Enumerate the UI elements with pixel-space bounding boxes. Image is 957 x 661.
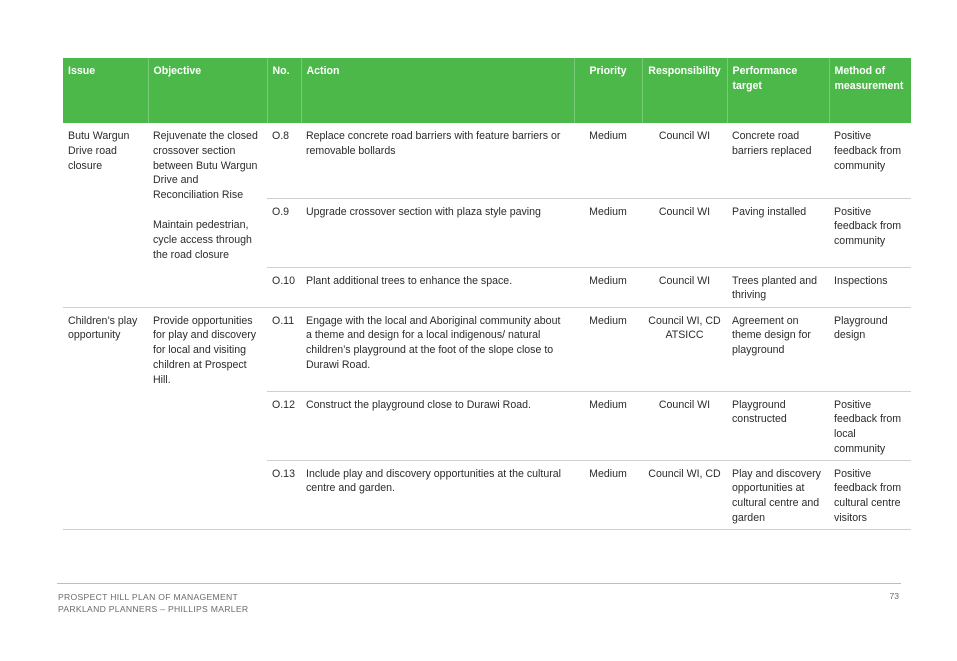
action-text: Plant additional trees to enhance the space. <box>301 267 574 307</box>
issue-cell: Butu Wargun Drive road closure <box>63 129 148 307</box>
objective-text: Maintain pedestrian, cycle access through the road closure <box>153 218 252 261</box>
method-cell: Playground design <box>829 307 911 391</box>
issue-cell: Children’s play opportunity <box>63 307 148 529</box>
objective-cell: Provide opportunities for play and discovery for local and visiting children at Prospect Hill. <box>148 307 267 529</box>
footer-document-info <box>58 591 248 615</box>
action-number: O.8 <box>267 129 301 198</box>
header-action: Action <box>301 58 574 123</box>
objective-text: Rejuvenate the closed crossover section between Butu Wargun Drive and Reconciliation Rise <box>153 130 258 202</box>
header-objective: Objective <box>148 58 267 123</box>
footer-document-title: PROSPECT HILL PLAN OF MANAGEMENT <box>58 592 239 602</box>
priority-cell: Medium <box>574 267 642 307</box>
action-text: Engage with the local and Aboriginal community about a theme and design for a local indigenous/ natural children’s playground at the foot of the slope close to Durawi Road. <box>301 307 574 391</box>
table-row <box>63 307 911 391</box>
responsibility-cell: Council WI <box>642 267 727 307</box>
action-number: O.12 <box>267 391 301 460</box>
action-number: O.10 <box>267 267 301 307</box>
management-actions-table <box>63 58 911 530</box>
priority-cell: Medium <box>574 198 642 267</box>
page-number: 73 <box>889 591 899 601</box>
priority-cell: Medium <box>574 391 642 460</box>
table-header-row <box>63 58 911 123</box>
action-text: Construct the playground close to Durawi Road. <box>301 391 574 460</box>
performance-target-cell: Agreement on theme design for playground <box>727 307 829 391</box>
header-priority: Priority <box>574 58 642 123</box>
action-number: O.11 <box>267 307 301 391</box>
method-cell: Positive feedback from community <box>829 198 911 267</box>
header-responsibility: Responsibility <box>642 58 727 123</box>
priority-cell: Medium <box>574 129 642 198</box>
performance-target-cell: Trees planted and thriving <box>727 267 829 307</box>
action-text: Upgrade crossover section with plaza style paving <box>301 198 574 267</box>
table-row <box>63 129 911 198</box>
responsibility-cell: Council WI <box>642 391 727 460</box>
performance-target-cell: Play and discovery opportunities at cultural centre and garden <box>727 460 829 529</box>
responsibility-cell: Council WI, CD ATSICC <box>642 307 727 391</box>
performance-target-cell: Concrete road barriers replaced <box>727 129 829 198</box>
action-number: O.13 <box>267 460 301 529</box>
responsibility-cell: Council WI, CD <box>642 460 727 529</box>
footer-divider <box>57 583 901 584</box>
action-text: Replace concrete road barriers with feature barriers or removable bollards <box>301 129 574 198</box>
footer-author: PARKLAND PLANNERS – PHILLIPS MARLER <box>58 604 249 614</box>
header-issue: Issue <box>63 58 148 123</box>
header-no: No. <box>267 58 301 123</box>
method-cell: Inspections <box>829 267 911 307</box>
header-performance-target: Performance target <box>727 58 829 123</box>
method-cell: Positive feedback from local community <box>829 391 911 460</box>
objective-cell <box>148 129 267 307</box>
method-cell: Positive feedback from cultural centre visitors <box>829 460 911 529</box>
action-number: O.9 <box>267 198 301 267</box>
performance-target-cell: Paving installed <box>727 198 829 267</box>
responsibility-cell: Council WI <box>642 129 727 198</box>
method-cell: Positive feedback from community <box>829 129 911 198</box>
header-method-of-measurement: Method of measurement <box>829 58 911 123</box>
action-text: Include play and discovery opportunities at the cultural centre and garden. <box>301 460 574 529</box>
responsibility-cell: Council WI <box>642 198 727 267</box>
priority-cell: Medium <box>574 460 642 529</box>
priority-cell: Medium <box>574 307 642 391</box>
performance-target-cell: Playground constructed <box>727 391 829 460</box>
